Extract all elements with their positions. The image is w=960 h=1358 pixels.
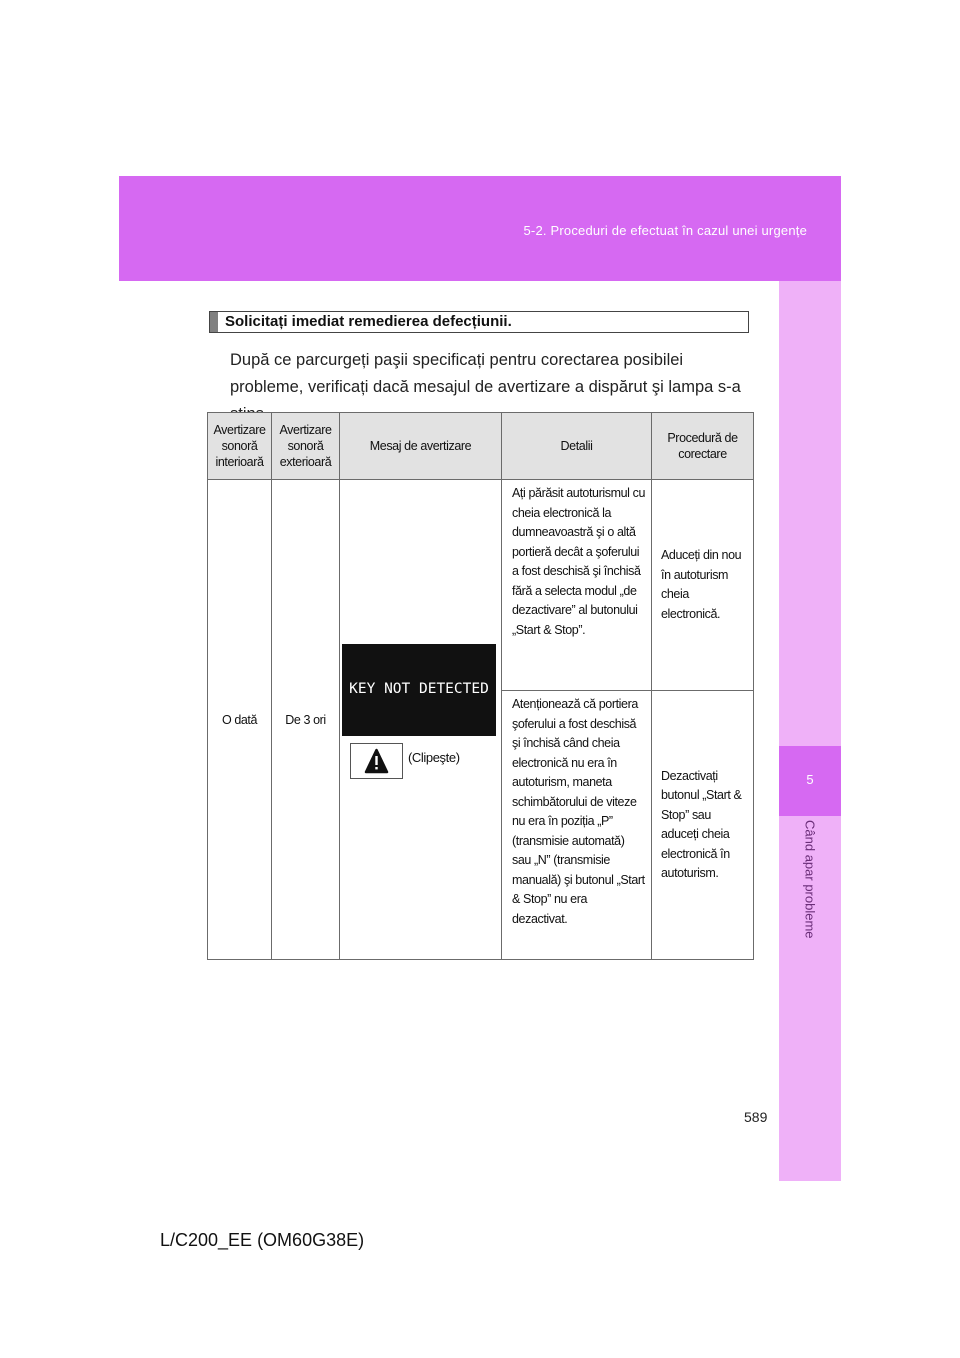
header-details: Detalii (502, 413, 652, 480)
section-title: 5-2. Proceduri de efectuat în cazul unei urgențe (523, 223, 807, 238)
side-index-strip (779, 281, 841, 1181)
heading-marker (210, 312, 218, 332)
warning-triangle-icon (350, 743, 403, 779)
multi-info-display (342, 644, 496, 736)
procedure-cell: Aduceți din nou în autoturism cheia electronică. (652, 480, 754, 691)
header-procedure: Procedură de corectare (652, 413, 754, 480)
chapter-number: 5 (806, 772, 814, 787)
chapter-label: Când apar probleme (802, 820, 818, 939)
table-row (208, 480, 754, 691)
chapter-header-band (119, 176, 841, 281)
table-header-row (208, 413, 754, 480)
warning-table (207, 412, 754, 960)
display-message: KEY NOT DETECTED (349, 681, 489, 697)
section-heading (209, 311, 749, 333)
details-cell: Atenționează că portiera şoferului a fost deschisă şi închisă când cheia electronică nu era în autoturism, maneta schimbătorului de viteze nu era în poziția „P” (transmisie automată) sau „N” (transmisie manuală) şi butonul „Start & Stop” nu era dezactivat. (502, 691, 652, 960)
document-code: L/C200_EE (OM60G38E) (160, 1230, 365, 1250)
intro-paragraph: După ce parcurgeți paşii specificați pentru corectarea posibilei probleme, verificați dacă mesajul de avertizare a dispărut şi lampa s-a (230, 351, 741, 396)
page-number: 589 (744, 1109, 768, 1125)
chapter-label-container (780, 820, 840, 970)
header-exterior-buzzer: Avertizare sonoră exterioară (272, 413, 340, 480)
blink-note: (Clipeşte) (408, 750, 460, 765)
interior-buzzer-cell: O dată (208, 480, 272, 960)
heading-text: Solicitați imediat remedierea defecțiunii. (225, 313, 512, 330)
procedure-cell: Dezactivați butonul „Start & Stop” sau aduceți cheia electronică în autoturism. (652, 691, 754, 960)
header-warning-message: Mesaj de avertizare (340, 413, 502, 480)
chapter-tab (779, 746, 841, 816)
exterior-buzzer-cell: De 3 ori (272, 480, 340, 960)
warning-message-cell (340, 480, 502, 960)
details-cell: Ați părăsit autoturismul cu cheia electronică la dumneavoastră şi o altă portieră decât a şoferului a fost deschisă şi închisă fără a selecta modul „de dezactivare” al butonului „Start & Stop”. (502, 480, 652, 691)
header-interior-buzzer: Avertizare sonoră interioară (208, 413, 272, 480)
